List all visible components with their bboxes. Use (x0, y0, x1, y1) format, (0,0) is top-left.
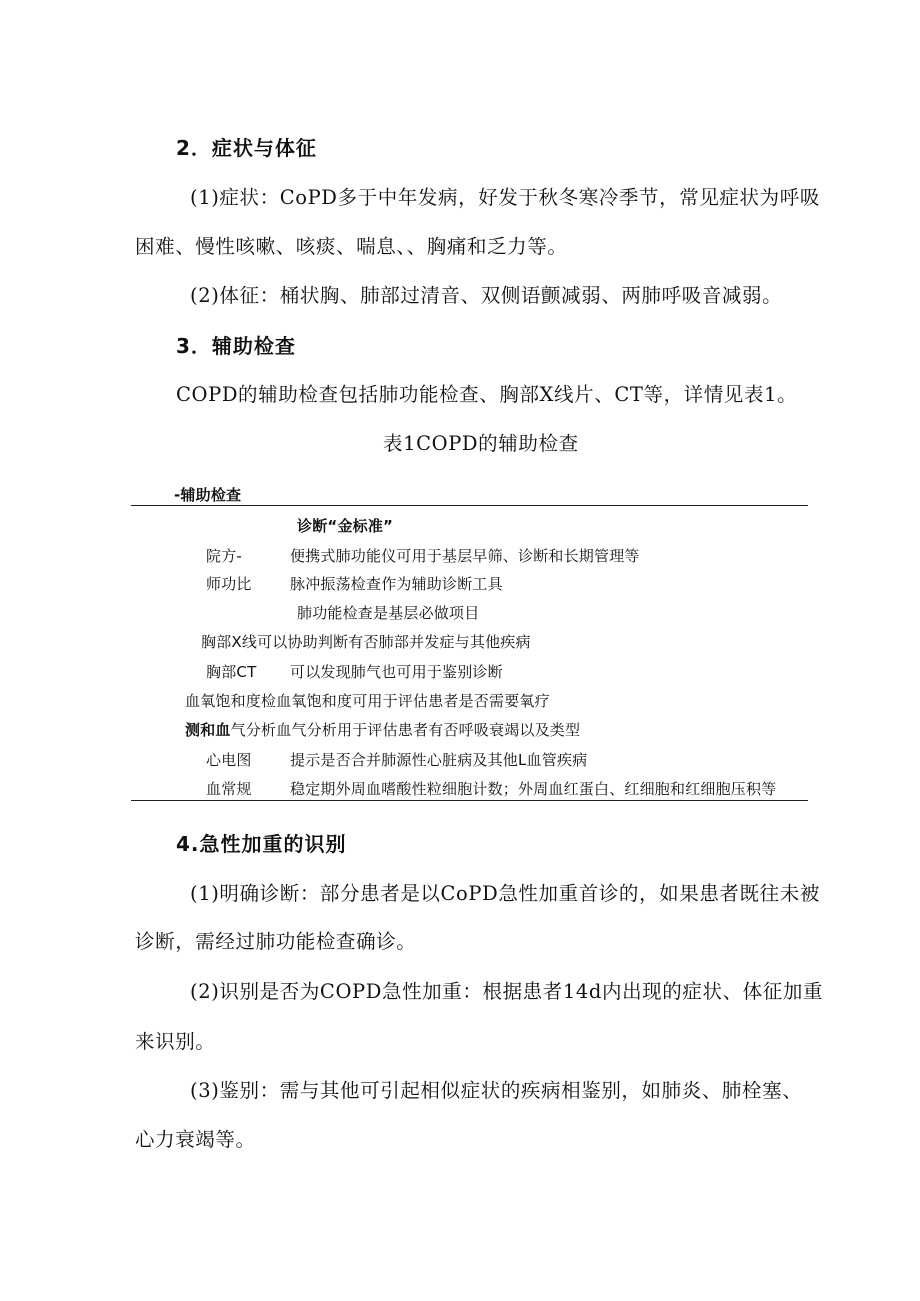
table-cell-desc: 气分析血气分析用于评估患者有否呼吸衰竭以及类型 (230, 721, 581, 739)
table-cell-desc: 胸部X线可以协助判断有否肺部并发症与其他疾病 (201, 633, 531, 651)
table-cell-desc: 提示是否合并肺源性心脏病及其他L血管疾病 (290, 751, 588, 769)
table-bottom-rule (131, 800, 808, 801)
table-cell-desc: 血氧饱和度检血氧饱和度可用于评估患者是否需要氧疗 (185, 692, 550, 710)
signs-paragraph: (2)体征：桶状胸、肺部过清音、双侧语颤减弱、两肺呼吸音减弱。 (190, 284, 783, 307)
item3-line2: 心力衰竭等。 (135, 1128, 256, 1151)
table-cell-desc: 可以发现肺气也可用于鉴别诊断 (290, 663, 503, 681)
item2-line1: (2)识别是否为COPD急性加重：根据患者14d内出现的症状、体征加重 (190, 980, 824, 1003)
table-cell-label: 胸部CT (206, 663, 257, 681)
table-cell-desc: 便携式肺功能仪可用于基层早筛、诊断和长期管理等 (290, 547, 640, 565)
section-2-heading: 2．症状与体征 (176, 136, 317, 160)
section-4-heading: 4.急性加重的识别 (176, 832, 347, 856)
table-header: -辅助检查 (174, 486, 242, 504)
table-cell-desc: 肺功能检查是基层必做项目 (297, 604, 480, 622)
table-cell-desc: 脉冲振荡检查作为辅助诊断工具 (290, 575, 503, 593)
symptoms-paragraph-line1: (1)症状：CoPD多于中年发病，好发于秋冬寒冷季节，常见症状为呼吸 (190, 186, 820, 209)
section-3-heading: 3．辅助检查 (176, 334, 296, 358)
item1-line2: 诊断，需经过肺功能检查确诊。 (135, 930, 417, 953)
table-cell-label: 心电图 (206, 751, 252, 769)
table-cell-label: 师功比 (206, 575, 252, 593)
table-cell-label: 院方- (206, 547, 243, 565)
item3-line1: (3)鉴别：需与其他可引起相似症状的疾病相鉴别，如肺炎、肺栓塞、 (190, 1079, 803, 1102)
table-cell-label: 血常规 (206, 780, 252, 798)
item1-line1: (1)明确诊断：部分患者是以CoPD急性加重首诊的，如果患者既往未被 (190, 882, 820, 905)
item2-line2: 来识别。 (135, 1030, 216, 1053)
table-cell-desc: 稳定期外周血嗜酸性粒细胞计数；外周血红蛋白、红细胞和红细胞压积等 (290, 780, 777, 798)
table-caption: 表1COPD的辅助检查 (383, 432, 579, 455)
section-3-intro: COPD的辅助检查包括肺功能检查、胸部X线片、CT等，详情见表1。 (176, 383, 798, 406)
table-row-blood-gas (185, 719, 580, 740)
symptoms-paragraph-line2: 困难、慢性咳嗽、咳痰、喘息、、胸痛和乏力等。 (135, 235, 568, 258)
table-top-rule (131, 505, 808, 506)
table-cell-label: 测和血 (185, 721, 231, 739)
table-cell-gold-standard: 诊断“金标准” (297, 517, 394, 535)
